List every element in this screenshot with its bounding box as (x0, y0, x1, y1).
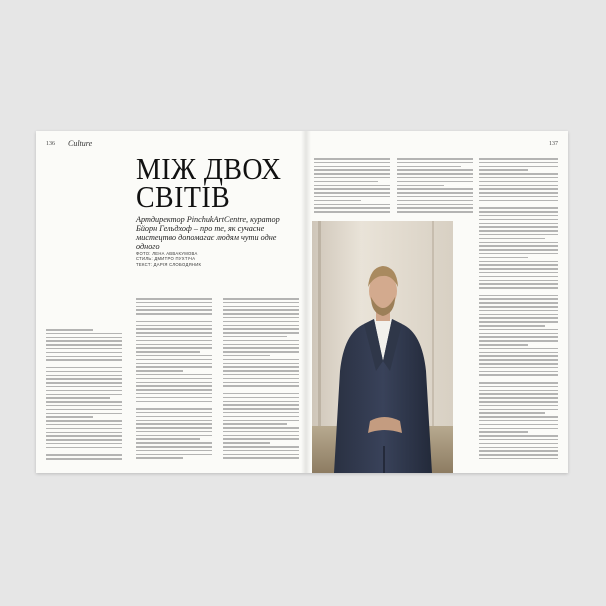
text-line (479, 177, 558, 179)
text-line (479, 363, 558, 365)
text-line (479, 405, 558, 407)
spread-gutter (301, 131, 311, 473)
text-line (46, 409, 122, 411)
text-line (479, 355, 558, 357)
text-line (397, 169, 473, 171)
text-line (223, 393, 299, 395)
text-line (46, 367, 122, 369)
text-line (223, 302, 299, 304)
text-line (479, 386, 558, 388)
text-line (223, 454, 299, 456)
text-line (479, 298, 558, 300)
text-line (223, 435, 299, 437)
text-line (136, 431, 212, 433)
text-line (223, 446, 299, 448)
text-line (46, 401, 122, 403)
text-line (136, 450, 212, 452)
text-line (397, 158, 473, 160)
text-line (314, 162, 390, 164)
text-line (479, 226, 558, 228)
text-line (314, 192, 390, 194)
text-line (46, 451, 122, 453)
text-line (136, 363, 212, 365)
body-column-4 (314, 158, 390, 216)
text-line (479, 333, 558, 335)
text-line (223, 298, 299, 300)
text-line (479, 223, 558, 225)
text-line (479, 317, 558, 319)
text-line (136, 313, 212, 315)
text-line (397, 162, 473, 164)
text-line (136, 355, 212, 357)
text-line (223, 416, 299, 418)
text-line (223, 404, 299, 406)
text-line (223, 344, 299, 346)
body-column-5 (397, 158, 473, 216)
text-line (136, 340, 212, 342)
text-line (136, 306, 212, 308)
text-line (136, 370, 183, 372)
text-line (314, 158, 390, 160)
text-line (479, 192, 558, 194)
text-line (46, 386, 122, 388)
text-line (397, 181, 473, 183)
text-line (479, 329, 558, 331)
text-line (223, 374, 299, 376)
text-line (223, 325, 299, 327)
text-line (46, 329, 93, 331)
text-line (479, 382, 558, 384)
text-line (136, 321, 212, 323)
text-line (479, 352, 558, 354)
text-line (136, 347, 212, 349)
body-column-1 (46, 329, 122, 465)
text-line (223, 332, 299, 334)
text-line (46, 432, 122, 434)
text-line (136, 454, 212, 456)
article-headline (136, 151, 289, 214)
text-line (46, 348, 122, 350)
text-line (136, 416, 212, 418)
text-line (479, 420, 558, 422)
text-line (223, 351, 299, 353)
text-line (479, 450, 558, 452)
text-line (397, 177, 473, 179)
text-line (223, 347, 299, 349)
text-line (479, 276, 558, 278)
text-line (479, 314, 558, 316)
text-line (479, 215, 558, 217)
text-line (314, 188, 390, 190)
text-line (479, 439, 558, 441)
text-line (223, 397, 299, 399)
text-line (223, 340, 299, 342)
text-line (397, 196, 473, 198)
text-line (136, 393, 212, 395)
text-line (397, 185, 444, 187)
text-line (397, 204, 473, 206)
text-line (479, 424, 558, 426)
text-line (479, 409, 558, 411)
text-line (136, 401, 212, 403)
text-line (479, 428, 558, 430)
text-line (46, 390, 122, 392)
text-line (223, 382, 299, 384)
text-line (397, 173, 473, 175)
text-line (479, 264, 558, 266)
text-line (46, 340, 122, 342)
text-line (314, 166, 390, 168)
text-line (223, 336, 287, 338)
text-line (136, 438, 200, 440)
text-line (136, 389, 212, 391)
text-line (314, 185, 390, 187)
text-line (223, 401, 299, 403)
text-line (46, 352, 122, 354)
text-line (479, 321, 558, 323)
text-line (136, 332, 212, 334)
text-line (136, 298, 212, 300)
text-line (136, 344, 212, 346)
text-line (46, 344, 122, 346)
text-line (223, 457, 299, 459)
text-line (479, 185, 558, 187)
headline-line-1: МІЖ ДВОХ (136, 151, 282, 186)
text-line (479, 367, 558, 369)
text-line (479, 393, 558, 395)
text-line (479, 431, 528, 433)
text-line (479, 242, 558, 244)
text-line (479, 359, 558, 361)
text-line (46, 397, 110, 399)
text-line (479, 268, 558, 270)
text-line (479, 169, 528, 171)
text-line (397, 207, 473, 209)
credit-text: ТЕКСТ: ДАРІЯ СЛОБОДЯНИК (136, 261, 202, 267)
text-line (46, 435, 122, 437)
text-line (479, 253, 558, 255)
text-line (397, 166, 461, 168)
text-line (479, 261, 558, 263)
text-line (223, 408, 299, 410)
body-column-6 (479, 158, 558, 465)
text-line (479, 416, 558, 418)
text-line (314, 211, 390, 213)
text-line (479, 348, 558, 350)
text-line (479, 397, 558, 399)
text-line (136, 397, 212, 399)
text-line (223, 389, 299, 391)
text-line (46, 443, 122, 445)
text-line (223, 412, 299, 414)
body-column-3 (223, 298, 299, 465)
text-line (223, 378, 299, 380)
text-line (46, 356, 122, 358)
text-line (46, 424, 122, 426)
text-line (223, 355, 270, 357)
text-line (136, 382, 212, 384)
text-line (479, 374, 558, 376)
text-line (397, 188, 473, 190)
text-line (136, 359, 212, 361)
text-line (46, 439, 122, 441)
text-line (479, 443, 558, 445)
text-line (223, 438, 299, 440)
portrait-photo (312, 221, 453, 473)
magazine-spread (36, 131, 568, 473)
text-line (136, 412, 212, 414)
text-line (479, 162, 558, 164)
text-line (136, 435, 212, 437)
text-line (136, 420, 212, 422)
text-line (479, 325, 545, 327)
text-line (479, 257, 528, 259)
text-line (397, 192, 473, 194)
text-line (479, 238, 545, 240)
text-line (479, 204, 558, 206)
text-line (479, 280, 558, 282)
text-line (136, 446, 212, 448)
text-line (479, 371, 558, 373)
left-page-number: 136 (46, 141, 55, 147)
text-line (314, 173, 390, 175)
text-line (136, 366, 212, 368)
text-line (479, 207, 558, 209)
text-line (479, 412, 545, 414)
text-line (136, 325, 212, 327)
text-line (479, 435, 558, 437)
text-line (479, 378, 558, 380)
text-line (223, 423, 287, 425)
text-line (46, 416, 93, 418)
text-line (479, 458, 558, 460)
text-line (479, 272, 558, 274)
text-line (136, 317, 212, 319)
text-line (479, 173, 558, 175)
text-line (136, 302, 212, 304)
text-line (46, 363, 122, 365)
text-line (136, 385, 212, 387)
text-line (136, 374, 212, 376)
text-line (223, 366, 299, 368)
text-line (479, 336, 558, 338)
text-line (479, 454, 558, 456)
text-line (136, 427, 212, 429)
text-line (46, 458, 122, 460)
text-line (314, 196, 390, 198)
text-line (223, 450, 299, 452)
credit-style: СТИЛЬ: ДМИТРО ПУХТІЧА (136, 256, 196, 262)
text-line (479, 390, 558, 392)
text-line (46, 382, 122, 384)
text-line (397, 200, 473, 202)
text-line (46, 333, 122, 335)
text-line (479, 158, 558, 160)
text-line (479, 166, 558, 168)
text-line (46, 375, 122, 377)
text-line (46, 394, 122, 396)
text-line (223, 313, 299, 315)
right-page-number: 137 (549, 141, 558, 147)
text-line (479, 340, 558, 342)
text-line (46, 428, 122, 430)
text-line (223, 363, 299, 365)
text-line (223, 309, 299, 311)
text-line (479, 188, 558, 190)
text-line (397, 211, 473, 213)
text-line (479, 310, 558, 312)
text-line (479, 295, 558, 297)
text-line (479, 306, 558, 308)
text-line (46, 447, 122, 449)
headline-line-2: СВІТІВ (136, 179, 231, 214)
text-line (46, 337, 122, 339)
text-line (479, 181, 558, 183)
body-column-2 (136, 298, 212, 465)
article-deck: Артдиректор PinchukArtCentre, куратор Бйорн Гельдхоф – про те, як сучасне мистецтво допомагає людям чути одне одного (136, 215, 280, 251)
text-line (314, 200, 361, 202)
text-line (479, 219, 558, 221)
text-line (223, 321, 299, 323)
text-line (479, 249, 558, 251)
text-line (136, 408, 212, 410)
text-line (479, 230, 558, 232)
text-line (314, 207, 390, 209)
text-line (46, 405, 122, 407)
text-line (223, 427, 299, 429)
text-line (136, 378, 212, 380)
text-line (136, 351, 200, 353)
text-line (46, 378, 122, 380)
text-line (136, 309, 212, 311)
text-line (479, 291, 558, 293)
text-line (314, 169, 390, 171)
text-line (479, 200, 558, 202)
text-line (223, 431, 299, 433)
text-line (223, 420, 299, 422)
text-line (223, 370, 299, 372)
text-line (479, 234, 558, 236)
text-line (479, 344, 528, 346)
text-line (223, 359, 299, 361)
text-line (223, 306, 299, 308)
section-label: Culture (68, 139, 93, 148)
portrait-illustration (312, 221, 453, 473)
text-line (479, 245, 558, 247)
text-line (479, 283, 558, 285)
text-line (223, 385, 299, 387)
text-line (136, 442, 212, 444)
text-line (46, 420, 122, 422)
text-line (479, 302, 558, 304)
text-line (136, 457, 183, 459)
text-line (314, 177, 390, 179)
text-line (314, 204, 390, 206)
text-line (46, 371, 122, 373)
text-line (479, 447, 558, 449)
text-line (314, 181, 378, 183)
text-line (136, 328, 212, 330)
text-line (46, 454, 122, 456)
text-line (136, 404, 212, 406)
text-line (46, 359, 122, 361)
text-line (46, 413, 122, 415)
text-line (223, 442, 270, 444)
text-line (479, 196, 558, 198)
text-line (479, 401, 558, 403)
text-line (136, 423, 212, 425)
text-line (136, 336, 212, 338)
text-line (223, 317, 299, 319)
text-line (479, 211, 558, 213)
text-line (223, 328, 299, 330)
credit-photo: ФОТО: ЛЕНА АВВАКУМОВА (136, 251, 198, 256)
text-line (479, 287, 558, 289)
article-credits (136, 251, 256, 267)
